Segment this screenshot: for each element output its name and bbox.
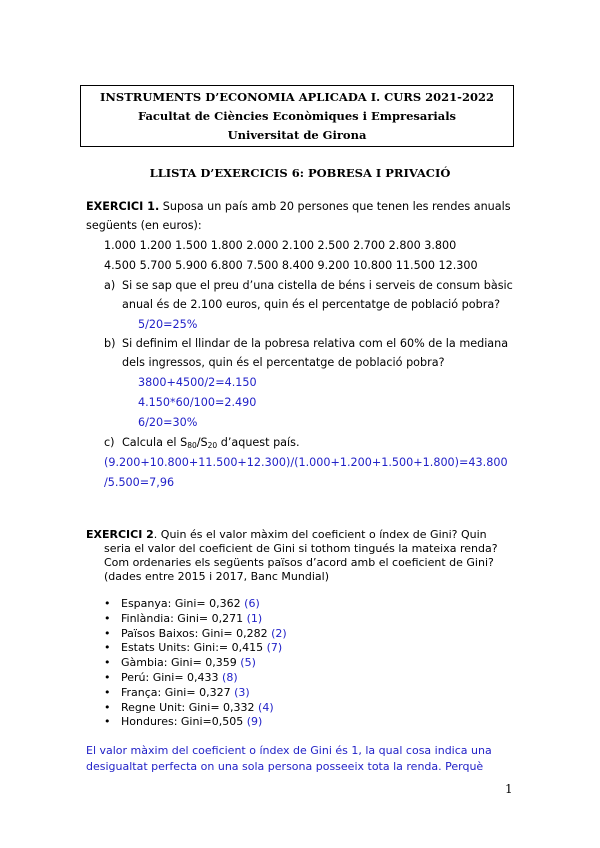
ex1-c-slash: /S xyxy=(196,436,208,449)
ex1-c-marker: c) xyxy=(104,436,115,449)
ex1-c-text xyxy=(122,436,300,450)
list-item: • Finlàndia: Gini= 0,271 (1) xyxy=(104,612,287,627)
ex1-incomes-line1: 1.000 1.200 1.500 1.800 2.000 2.100 2.500 2.700 2.800 3.800 xyxy=(104,239,457,252)
ex1-intro-text: Suposa un país amb 20 persones que tenen les rendes anuals xyxy=(159,200,511,213)
ex2-line4: (dades entre 2015 i 2017, Banc Mundial) xyxy=(104,570,329,583)
ex2-line3: Com ordenaries els següents països d’acord amb el coeficient de Gini? xyxy=(104,556,494,569)
ex1-b-answer3: 6/20=30% xyxy=(138,416,198,429)
ex1-a-line1: Si se sap que el preu d’una cistella de béns i serveis de consum bàsic xyxy=(122,279,513,292)
ex1-c-answer2: /5.500=7,96 xyxy=(104,476,175,489)
page-title: LLISTA D’EXERCICIS 6: POBRESA I PRIVACIÓ xyxy=(149,166,451,180)
ex1-c-sub80: 80 xyxy=(187,441,197,450)
ex1-b-marker: b) xyxy=(104,337,116,350)
ex1-label: EXERCICI 1. xyxy=(86,200,160,213)
ex1-b-answer1: 3800+4500/2=4.150 xyxy=(138,376,257,389)
ex1-b-answer2: 4.150*60/100=2.490 xyxy=(138,396,257,409)
document-header xyxy=(80,85,514,147)
ex2-answer-line1: El valor màxim del coeficient o índex de Gini és 1, la qual cosa indica una xyxy=(86,744,492,757)
rank-badge: (5) xyxy=(240,656,256,670)
rank-badge: (7) xyxy=(266,641,283,655)
ex1-incomes-line2: 4.500 5.700 5.900 6.800 7.500 8.400 9.200 10.800 11.500 12.300 xyxy=(104,259,478,272)
rank-badge: (8) xyxy=(222,670,238,684)
list-item: • Hondures: Gini=0,505 (9) xyxy=(104,715,287,730)
gini-country-list xyxy=(104,597,287,730)
ex1-a-line2: anual és de 2.100 euros, quin és el percentatge de població pobra? xyxy=(122,298,501,311)
rank-badge: (1) xyxy=(246,611,263,625)
list-item: • Regne Unit: Gini= 0,332 (4) xyxy=(104,701,287,716)
header-university: Universitat de Girona xyxy=(227,128,367,142)
rank-badge: (4) xyxy=(258,700,274,714)
rank-badge: (3) xyxy=(234,685,250,699)
ex1-a-marker: a) xyxy=(104,279,116,292)
rank-badge: (9) xyxy=(246,715,263,729)
ex1-b-line1: Si definim el llindar de la pobresa relativa com el 60% de la mediana xyxy=(122,337,509,350)
ex1-c-sub20: 20 xyxy=(207,441,218,450)
ex1-c-post: d’aquest país. xyxy=(217,436,300,449)
rank-badge: (6) xyxy=(244,597,260,610)
list-item: • Espanya: Gini= 0,362 (6) xyxy=(104,597,287,612)
ex2-answer-line2: desigualtat perfecta on una sola persona posseeix tota la renda. Perquè xyxy=(86,760,484,773)
ex1-c-pre: Calcula el S xyxy=(122,436,188,449)
list-item: • Estats Units: Gini:= 0,415 (7) xyxy=(104,641,287,656)
ex1-a-answer: 5/20=25% xyxy=(138,318,198,331)
ex2-line1-text: . Quin és el valor màxim del coeficient o índex de Gini? Quin xyxy=(153,528,487,541)
ex1-intro xyxy=(86,200,511,213)
ex1-intro-line2: següents (en euros): xyxy=(86,219,202,232)
rank-badge: (2) xyxy=(271,626,287,640)
header-course: INSTRUMENTS D’ECONOMIA APLICADA I. CURS 2021-2022 xyxy=(100,90,494,104)
page-number: 1 xyxy=(505,782,513,796)
header-faculty: Facultat de Ciències Econòmiques i Empresarials xyxy=(137,109,457,123)
list-item: • Països Baixos: Gini= 0,282 (2) xyxy=(104,627,287,642)
ex2-line1 xyxy=(86,528,487,543)
ex2-label: EXERCICI 2 xyxy=(86,528,154,541)
ex2-line2: seria el valor del coeficient de Gini si tothom tingués la mateixa renda? xyxy=(104,542,498,555)
list-item: • França: Gini= 0,327 (3) xyxy=(104,686,287,701)
ex1-c-answer1: (9.200+10.800+11.500+12.300)/(1.000+1.200+1.500+1.800)=43.800 xyxy=(104,456,508,469)
ex1-b-line2: dels ingressos, quin és el percentatge de població pobra? xyxy=(122,356,445,369)
list-item: • Perú: Gini= 0,433 (8) xyxy=(104,671,287,686)
list-item: • Gàmbia: Gini= 0,359 (5) xyxy=(104,656,287,671)
